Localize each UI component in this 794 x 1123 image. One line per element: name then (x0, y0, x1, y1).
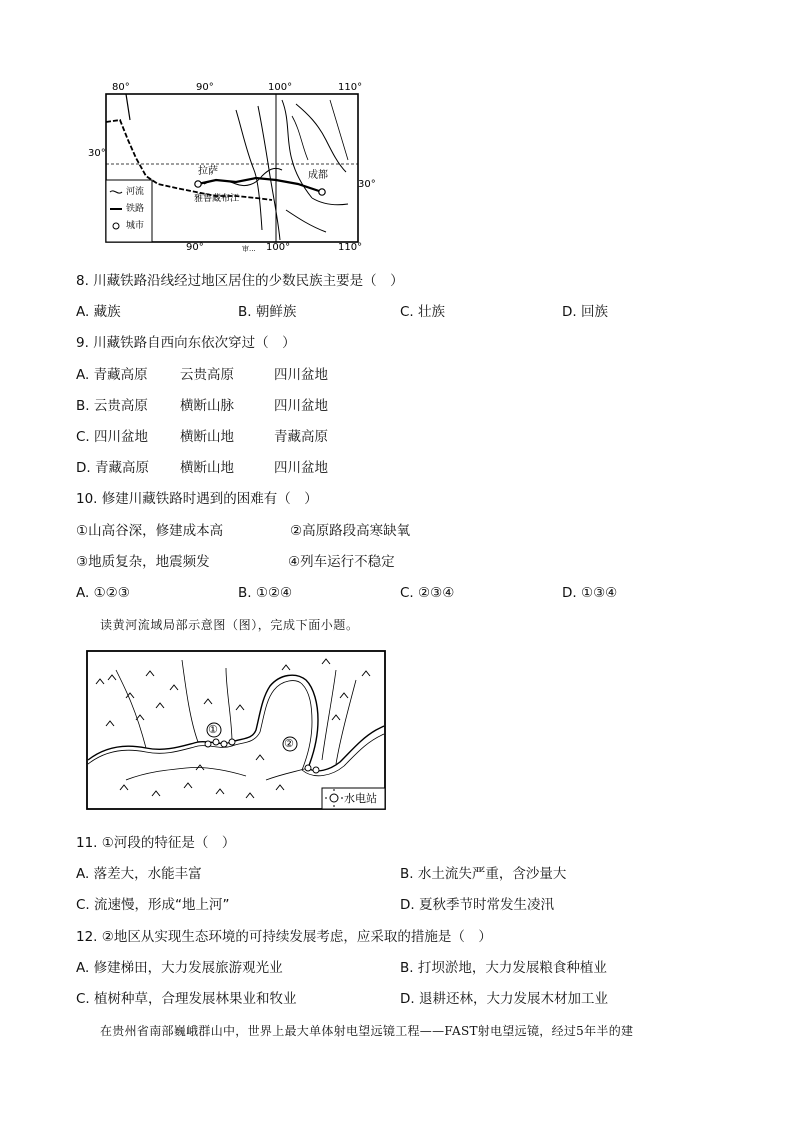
question-11-option-c[interactable]: C. 流速慢，形成“地上河” (76, 897, 230, 913)
question-10-option-d[interactable]: D. ①③④ (562, 585, 618, 601)
option-a-part-1: A. 青藏高原 (76, 367, 148, 383)
option-c-part-2: 横断山地 (180, 429, 234, 445)
place-label-chengdu: 成都 (308, 170, 328, 181)
lon-label-90: 90° (196, 82, 214, 93)
lon-label-bottom-110: 110° (338, 242, 363, 253)
question-12-option-a[interactable]: A. 修建梯田，大力发展旅游观光业 (76, 960, 283, 976)
option-d-part-2: 横断山地 (180, 460, 234, 476)
yellow-river-intro: 读黄河流域局部示意图（图），完成下面小题。 (100, 618, 359, 632)
place-label-lhasa: 拉萨 (198, 166, 218, 177)
question-10-item-1: ①山高谷深，修建成本高 (76, 523, 224, 539)
question-12-option-b[interactable]: B. 打坝淤地，大力发展粮食种植业 (400, 960, 607, 976)
option-a-part-2: 云贵高原 (180, 367, 234, 383)
legend-hydropower-label: 水电站 (344, 792, 377, 805)
question-8-option-d[interactable]: D. 回族 (562, 304, 608, 320)
question-10-item-4: ④列车运行不稳定 (288, 554, 395, 570)
lon-label-80: 80° (112, 82, 130, 93)
question-11-option-a[interactable]: A. 落差大，水能丰富 (76, 866, 202, 882)
question-8-stem: 8. 川藏铁路沿线经过地区居住的少数民族主要是（ ） (76, 273, 404, 289)
option-b-part-3: 四川盆地 (274, 398, 328, 414)
question-10-stem: 10. 修建川藏铁路时遇到的困难有（ ） (76, 491, 318, 507)
lon-label-100: 100° (268, 82, 293, 93)
question-10-option-b[interactable]: B. ①②④ (238, 585, 293, 601)
lon-label-110: 110° (338, 82, 363, 93)
question-12-option-d[interactable]: D. 退耕还林，大力发展木材加工业 (400, 991, 608, 1007)
map-source-note: 审... (242, 245, 256, 253)
yellow-river-map (86, 650, 386, 810)
option-d-part-1: D. 青藏高原 (76, 460, 149, 476)
question-12-stem: 12. ②地区从实现生态环境的可持续发展考虑，应采取的措施是（ ） (76, 929, 492, 945)
question-10-option-a[interactable]: A. ①②③ (76, 585, 130, 601)
option-a-part-3: 四川盆地 (274, 367, 328, 383)
question-11-stem: 11. ①河段的特征是（ ） (76, 835, 236, 851)
question-12-option-c[interactable]: C. 植树种草，合理发展林果业和牧业 (76, 991, 297, 1007)
question-11-option-d[interactable]: D. 夏秋季节时常发生凌汛 (400, 897, 554, 913)
question-8-option-b[interactable]: B. 朝鲜族 (238, 304, 297, 320)
place-label-yarlung-river: 雅鲁藏布江 (194, 194, 240, 204)
sichuan-tibet-railway-map (86, 80, 376, 256)
legend-river-label: 河流 (126, 187, 145, 197)
lon-label-bottom-100: 100° (266, 242, 291, 253)
yellow-river-drawing (86, 650, 386, 810)
lat-label-west: 30° (88, 148, 106, 159)
question-10-option-c[interactable]: C. ②③④ (400, 585, 455, 601)
lat-label-east: 30° (358, 179, 376, 190)
question-8-option-a[interactable]: A. 藏族 (76, 304, 121, 320)
question-9-stem: 9. 川藏铁路自西向东依次穿过（ ） (76, 335, 296, 351)
fast-telescope-intro: 在贵州省南部巍峨群山中，世界上最大单体射电望远镜工程——FAST射电望远镜，经过5年半的建 (100, 1024, 634, 1038)
lon-label-bottom-90: 90° (186, 242, 204, 253)
question-8-option-c[interactable]: C. 壮族 (400, 304, 446, 320)
option-d-part-3: 四川盆地 (274, 460, 328, 476)
marker-2: ② (284, 737, 294, 750)
marker-1: ① (208, 723, 218, 736)
option-c-part-3: 青藏高原 (274, 429, 328, 445)
option-c-part-1: C. 四川盆地 (76, 429, 149, 445)
option-b-part-1: B. 云贵高原 (76, 398, 148, 414)
legend-railway-label: 铁路 (126, 204, 145, 214)
option-b-part-2: 横断山脉 (180, 398, 234, 414)
legend-city-label: 城市 (126, 221, 145, 231)
question-10-item-2: ②高原路段高寒缺氧 (290, 523, 411, 539)
question-10-item-3: ③地质复杂，地震频发 (76, 554, 210, 570)
question-11-option-b[interactable]: B. 水土流失严重，含沙量大 (400, 866, 567, 882)
